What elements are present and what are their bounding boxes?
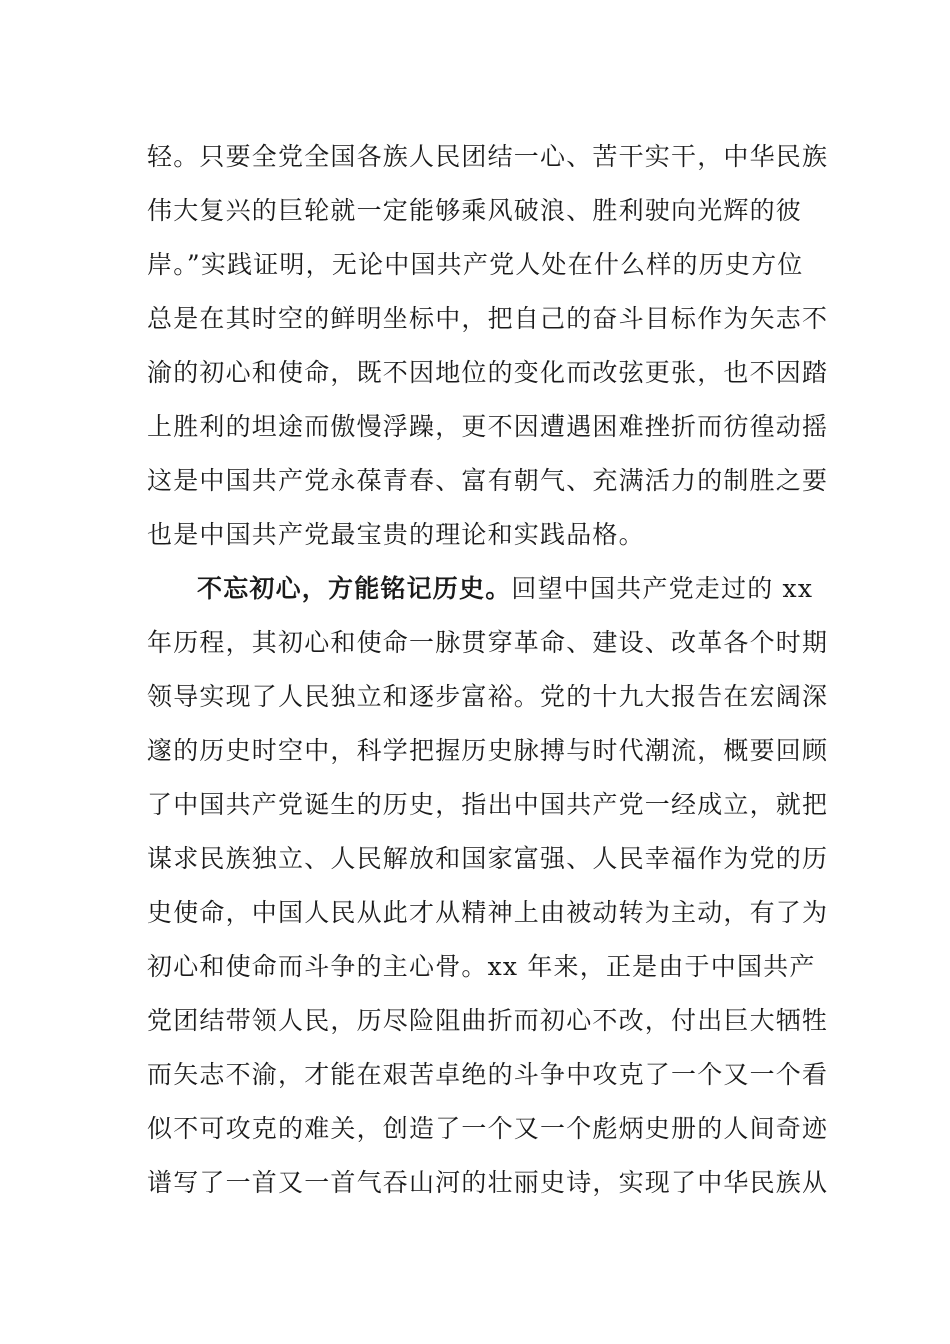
document-body [147, 130, 829, 1210]
text-line: 党团结带领人民，历尽险阻曲折而初心不改，付出巨大牺牲 [147, 1006, 829, 1035]
paragraph-2 [147, 562, 829, 1210]
text-line: 而矢志不渝，才能在艰苦卓绝的斗争中攻克了一个又一个看 [147, 1060, 829, 1089]
text-line: 年历程，其初心和使命一脉贯穿革命、建设、改革各个时期 [147, 628, 829, 657]
text-line: 上胜利的坦途而傲慢浮躁，更不因遭遇困难挫折而彷徨动摇 [147, 412, 829, 441]
text-line: 伟大复兴的巨轮就一定能够乘风破浪、胜利驶向光辉的彼 [147, 196, 803, 225]
text-line: 渝的初心和使命，既不因地位的变化而改弦更张，也不因踏 [147, 358, 829, 387]
text-line: 轻。只要全党全国各族人民团结一心、苦干实干，中华民族 [147, 142, 829, 171]
text-line: 也是中国共产党最宝贵的理论和实践品格。 [147, 520, 645, 549]
text-line: 谋求民族独立、人民解放和国家富强、人民幸福作为党的历 [147, 844, 829, 873]
heading-line-rest: 回望中国共产党走过的 xx [511, 574, 814, 603]
text-line: 了中国共产党诞生的历史，指出中国共产党一经成立，就把 [147, 790, 829, 819]
text-line: 史使命，中国人民从此才从精神上由被动转为主动，有了为 [147, 898, 829, 927]
paragraph-1 [147, 130, 829, 562]
text-line: 似不可攻克的难关，创造了一个又一个彪炳史册的人间奇迹 [147, 1114, 829, 1143]
paragraph-heading: 不忘初心，方能铭记历史。 [197, 574, 512, 603]
text-line: 邃的历史时空中，科学把握历史脉搏与时代潮流，概要回顾 [147, 736, 829, 765]
paragraph-first-line [147, 562, 817, 616]
text-line: 谱写了一首又一首气吞山河的壮丽史诗，实现了中华民族从 [147, 1168, 829, 1197]
text-line: 这是中国共产党永葆青春、富有朝气、充满活力的制胜之要 [147, 466, 829, 495]
text-line: 初心和使命而斗争的主心骨。xx 年来，正是由于中国共产 [147, 952, 816, 981]
text-line: 总是在其时空的鲜明坐标中，把自己的奋斗目标作为矢志不 [147, 304, 829, 333]
text-line: 岸。”实践证明，无论中国共产党人处在什么样的历史方位 [147, 250, 804, 279]
text-line: 领导实现了人民独立和逐步富裕。党的十九大报告在宏阔深 [147, 682, 829, 711]
